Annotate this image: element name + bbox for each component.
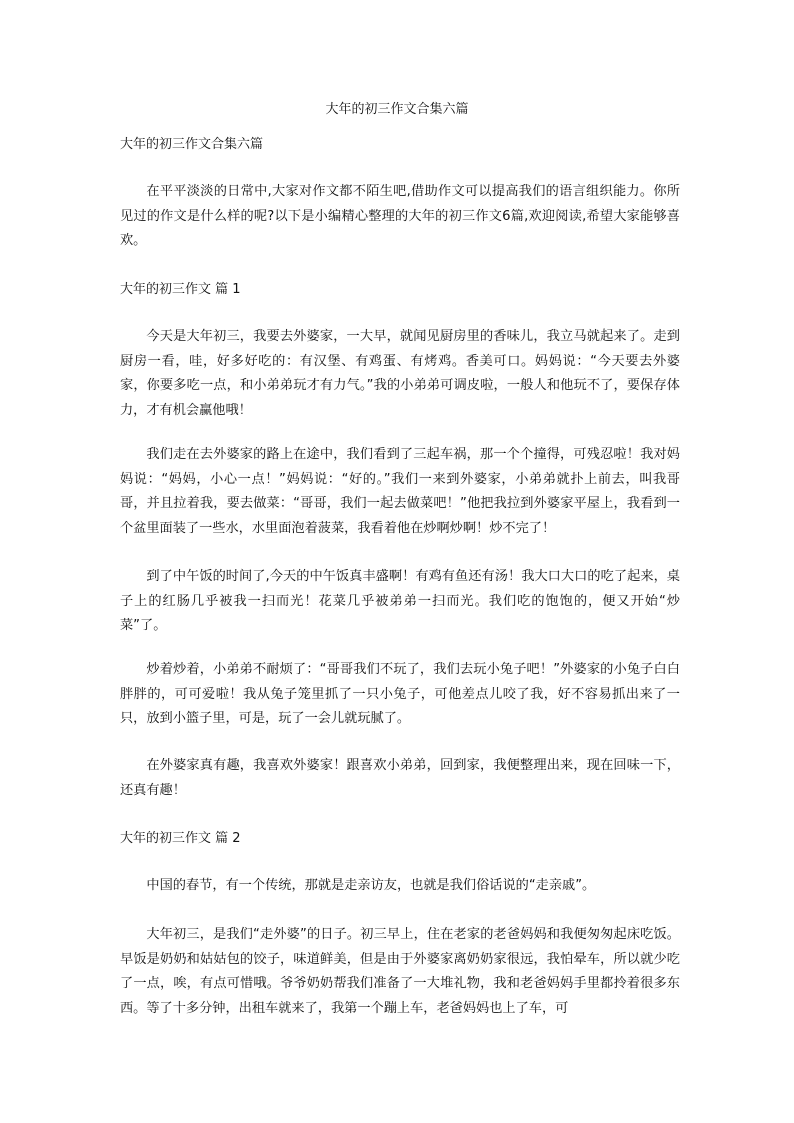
essay-2-paragraph: 大年初三，是我们“走外婆”的日子。初三早上，住在老家的老爸妈妈和我便匆匆起床吃饭。早饭是奶奶和姑姑包的饺子，味道鲜美，但是由于外婆家离奶奶家很远，我怕晕车，所以就少吃了一点，唉，有点可惜哦。爷爷奶奶帮我们准备了一大堆礼物，我和老爸妈妈手里都拎着很多东西。等了十多分钟，出租车就来了，我第一个蹦上车，老爸妈妈也上了车，可 (120, 927, 680, 1016)
essay-1-paragraph: 今天是大年初三，我要去外婆家，一大早，就闻见厨房里的香味儿，我立马就起来了。走到厨房一看，哇，好多好吃的：有汉堡、有鸡蛋、有烤鸡。香美可口。妈妈说：“今天要去外婆家，你要多吃一点，和小弟弟玩才有力气。”我的小弟弟可调皮啦，一般人和他玩不了，要保存体力，才有机会赢他哦！ (120, 329, 680, 418)
essay-2-paragraph: 中国的春节，有一个传统，那就是走亲访友，也就是我们俗话说的“走亲戚”。 (146, 878, 596, 893)
intro-paragraph: 在平平淡淡的日常中,大家对作文都不陌生吧,借助作文可以提高我们的语言组织能力。你所见过的作文是什么样的呢?以下是小编精心整理的大年的初三作文6篇,欢迎阅读,希望大家能够喜欢。 (120, 184, 680, 248)
essay-1-paragraph: 我们走在去外婆家的路上在途中，我们看到了三起车祸，那一个个撞得，可残忍啦！我对妈妈说：“妈妈，小心一点！”妈妈说：“好的。”我们一来到外婆家，小弟弟就扑上前去，叫我哥哥，并且拉着我，要去做菜：“哥哥，我们一起去做菜吧！”他把我拉到外婆家平屋上，我看到一个盆里面装了一些水，水里面泡着菠菜，我看着他在炒啊炒啊！炒不完了！ (120, 447, 680, 536)
essay-2-heading: 大年的初三作文 篇 2 (120, 831, 241, 846)
document-title: 大年的初三作文合集六篇 (325, 102, 469, 117)
essay-1-heading: 大年的初三作文 篇 1 (120, 282, 241, 297)
essay-1-paragraph: 炒着炒着，小弟弟不耐烦了：“哥哥我们不玩了，我们去玩小兔子吧！”外婆家的小兔子白白胖胖的，可可爱啦！我从兔子笼里抓了一只小兔子，可他差点儿咬了我，好不容易抓出来了一只，放到小篮子里，可是，玩了一会儿就玩腻了。 (120, 662, 680, 726)
essay-1-paragraph: 在外婆家真有趣，我喜欢外婆家！跟喜欢小弟弟，回到家，我便整理出来，现在回味一下，还真有趣！ (120, 758, 680, 798)
essay-1-paragraph: 到了中午饭的时间了,今天的中午饭真丰盛啊！有鸡有鱼还有汤！我大口大口的吃了起来，桌子上的红肠几乎被我一扫而光！花菜几乎被弟弟一扫而光。我们吃的饱饱的，便又开始“炒菜”了。 (120, 569, 680, 633)
document-subtitle: 大年的初三作文合集六篇 (120, 137, 264, 152)
